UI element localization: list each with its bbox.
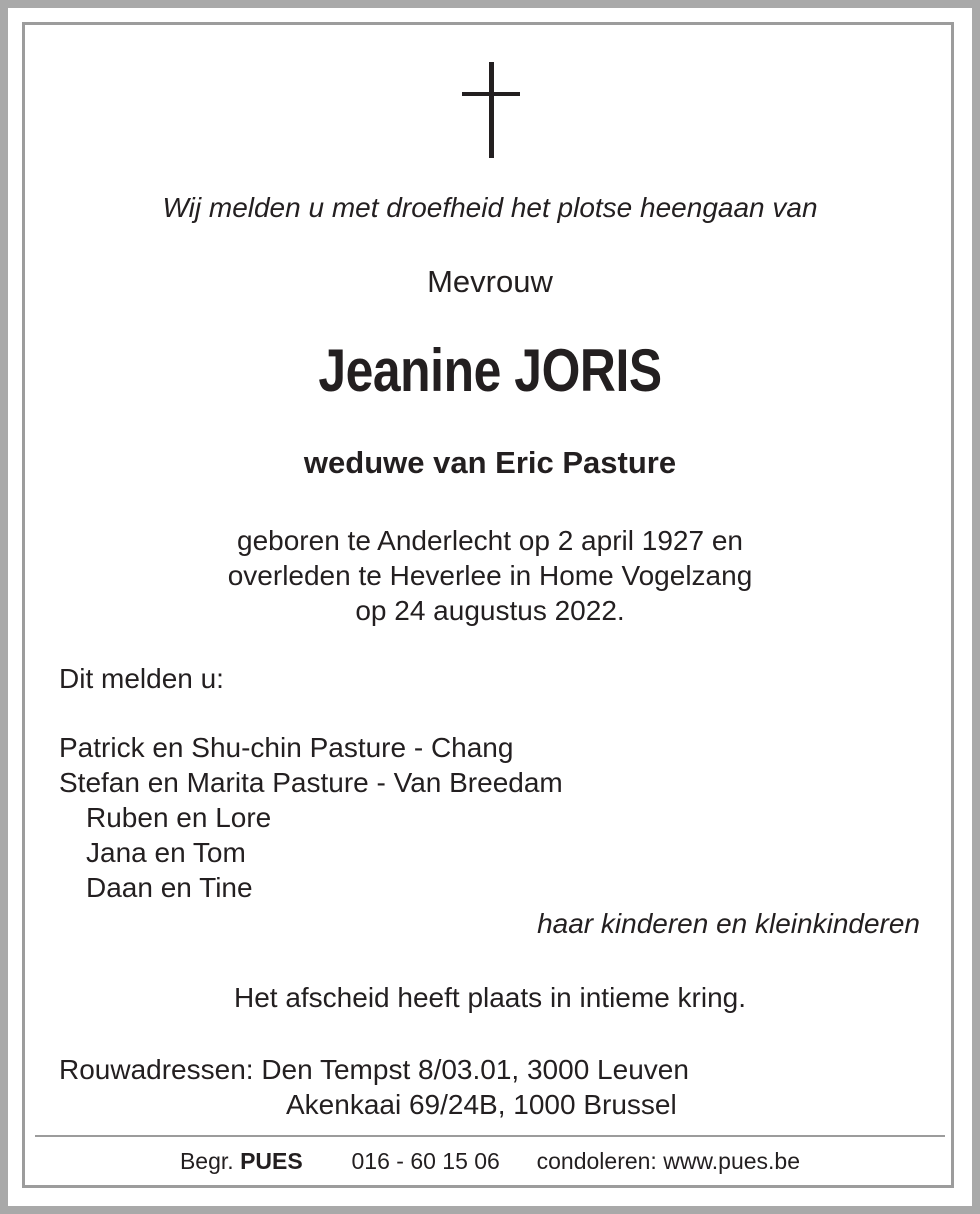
intro-text: Wij melden u met droefheid het plotse heengaan van xyxy=(162,192,818,223)
family-member: Daan en Tine xyxy=(86,872,253,903)
relation-text: haar kinderen en kleinkinderen xyxy=(537,908,920,939)
announcers-label: Dit melden u: xyxy=(59,663,224,694)
mourning-addresses xyxy=(59,1052,689,1122)
farewell-text: Het afscheid heeft plaats in intieme kring. xyxy=(233,982,747,1013)
phone-number: 016 - 60 15 06 xyxy=(351,1148,500,1174)
address-line: Akenkaai 69/24B, 1000 Brussel xyxy=(286,1089,677,1120)
family-member: Stefan en Marita Pasture - Van Breedam xyxy=(59,767,563,798)
birth-line: geboren te Anderlecht op 2 april 1927 en xyxy=(237,525,743,556)
undertaker-name: PUES xyxy=(240,1148,303,1174)
family-member: Patrick en Shu-chin Pasture - Chang xyxy=(59,732,514,763)
family-list xyxy=(59,730,563,905)
obituary-card xyxy=(8,8,972,1206)
condolences-link[interactable]: condoleren: www.pues.be xyxy=(536,1148,801,1174)
address-line: Rouwadressen: Den Tempst 8/03.01, 3000 Leuven xyxy=(59,1054,689,1085)
cross-icon xyxy=(462,62,520,158)
deceased-name: Jeanine JORIS xyxy=(318,337,662,404)
family-member: Ruben en Lore xyxy=(86,802,272,833)
death-date-line: op 24 augustus 2022. xyxy=(355,595,625,626)
widow-line: weduwe van Eric Pasture xyxy=(303,445,677,480)
death-line: overleden te Heverlee in Home Vogelzang xyxy=(227,560,753,591)
honorific: Mevrouw xyxy=(427,264,553,299)
footer xyxy=(8,1148,972,1175)
undertaker-prefix: Begr. xyxy=(179,1148,234,1174)
family-member: Jana en Tom xyxy=(86,837,246,868)
footer-divider xyxy=(35,1135,945,1137)
life-details xyxy=(8,523,972,628)
